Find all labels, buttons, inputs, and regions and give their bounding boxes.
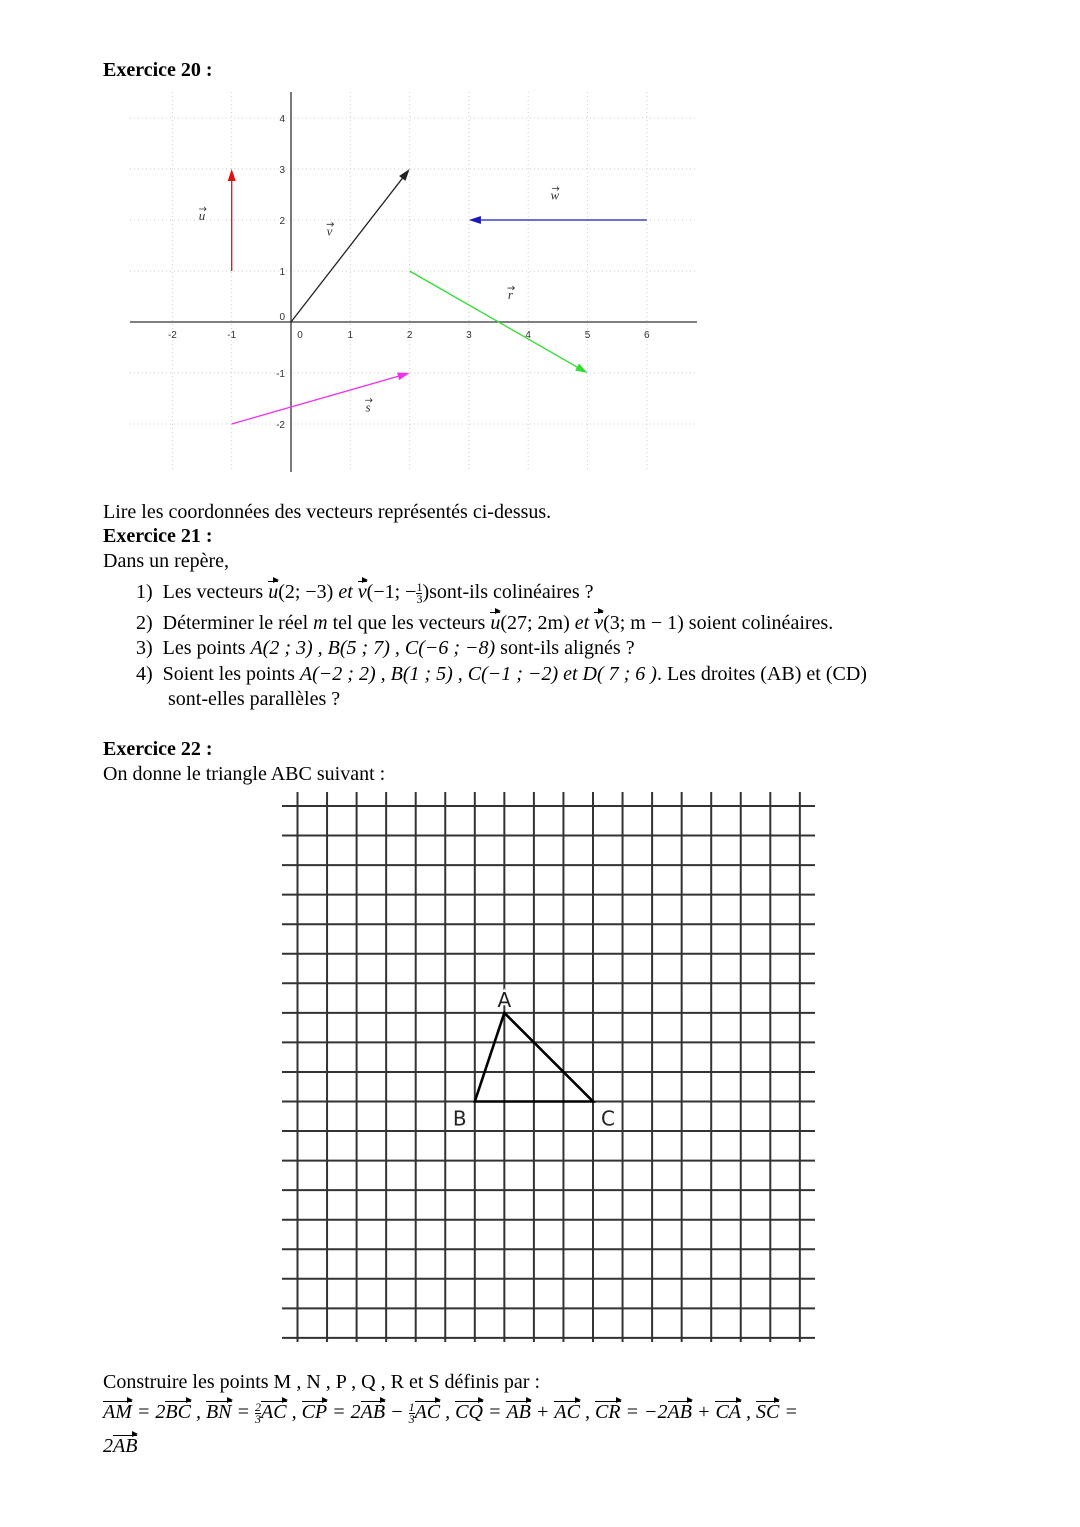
exercise-22-title: Exercice 22 : [103, 738, 213, 760]
y-tick-label: 4 [279, 114, 285, 125]
vector-label-w: w [550, 187, 560, 203]
x-tick-label: -2 [167, 330, 177, 341]
y-tick-label: 3 [279, 165, 285, 176]
y-tick-label: 1 [279, 267, 285, 278]
vector-equations-continued: 2AB [103, 1435, 138, 1457]
x-tick-label: 5 [584, 330, 591, 341]
question-1: 1) Les vecteurs u(2; −3) et v(−1; − $\frac{1}{3}$ )sont-ils colinéaires ? [136, 579, 594, 606]
question-4: 4) Soient les points A(−2 ; 2) , B(1 ; 5) , C(−1 ; −2) et D( 7 ; 6 ). Les droites (AB) et (CD) [136, 663, 867, 685]
x-tick-label: 6 [644, 330, 650, 341]
vertex-label-C: C [601, 1106, 615, 1131]
vector-label-r: r [507, 287, 513, 303]
vector-equations: AM = 2BC , BN = $\frac{2}{3}$ AC , CP = 2AB − $\frac{1}{3}$ AC , CQ = AB + AC , CR = −2AB + CA , SC = [103, 1399, 798, 1426]
x-tick-label: 3 [466, 330, 472, 341]
vector-label-s: s [365, 399, 371, 415]
x-tick-label: 0 [297, 330, 303, 341]
exercise-20-title: Exercice 20 : [103, 59, 213, 81]
y-tick-label: 0 [279, 312, 285, 323]
exercise-21-title: Exercice 21 : [103, 525, 213, 547]
question-3: 3) Les points A(2 ; 3) , B(5 ; 7) , C(−6 ; −8) sont-ils alignés ? [136, 637, 635, 659]
construct-instruction: Construire les points M , N , P , Q , R et S définis par : [103, 1371, 541, 1393]
vertex-label-A: A [497, 987, 512, 1012]
y-tick-label: -2 [276, 420, 285, 431]
vector-label-u: u [198, 208, 206, 223]
vertex-label-B: B [452, 1106, 467, 1131]
question-4-continued: sont-elles parallèles ? [168, 688, 341, 710]
question-2: 2) Déterminer le réel m tel que les vecteurs u(27; 2m) et v(3; m − 1) soient colinéaires. [136, 612, 834, 634]
x-tick-label: 1 [347, 330, 354, 341]
x-tick-label: -1 [227, 330, 237, 341]
x-tick-label: 4 [525, 330, 531, 341]
vector-label-v: v [326, 223, 333, 239]
exercise-22-intro: On donne le triangle ABC suivant : [103, 763, 386, 785]
y-tick-label: 2 [279, 216, 285, 227]
y-tick-label: -1 [276, 369, 285, 380]
exercise-21-intro: Dans un repère, [103, 550, 230, 572]
x-tick-label: 2 [406, 330, 413, 341]
exercise-20-instruction: Lire les coordonnées des vecteurs représentés ci-dessus. [103, 501, 552, 523]
